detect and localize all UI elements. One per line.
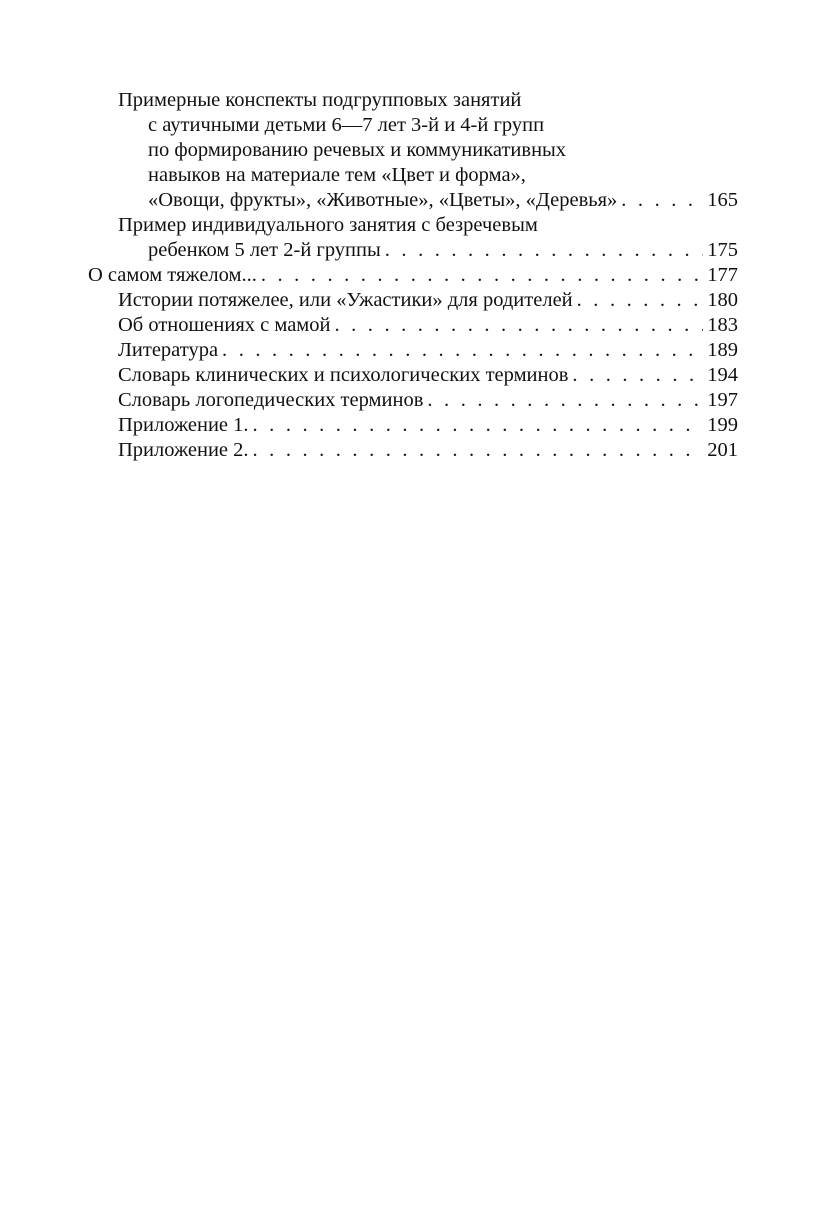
dot-leader	[577, 288, 704, 313]
toc-entry-last-line	[88, 238, 738, 263]
toc-entry[interactable]	[88, 338, 738, 363]
toc-entry-title-line: с аутичными детьми 6—7 лет 3-й и 4-й групп	[148, 114, 545, 136]
toc-entry-last-line	[88, 188, 738, 213]
toc-entry[interactable]	[88, 288, 738, 313]
toc-entry-last-line	[88, 388, 738, 413]
dot-leader	[621, 188, 703, 213]
toc-entry-last-line	[88, 363, 738, 388]
toc-entry-last-line	[88, 338, 738, 363]
toc-entry-last-line	[88, 313, 738, 338]
toc-entry-title-line: Словарь логопедических терминов	[118, 389, 424, 411]
dot-leader	[385, 238, 703, 263]
toc-entry-title-line: О самом тяжелом...	[88, 264, 257, 286]
toc-entry[interactable]	[88, 363, 738, 388]
table-of-contents	[88, 88, 738, 463]
toc-page-number: 180	[707, 289, 738, 311]
dot-leader	[253, 438, 704, 463]
toc-entry-title-line: Приложение 1.	[118, 414, 249, 436]
toc-page-number: 175	[707, 239, 738, 261]
dot-leader	[253, 413, 704, 438]
toc-entry-title-line: ребенком 5 лет 2-й группы	[148, 239, 381, 261]
toc-entry[interactable]	[88, 413, 738, 438]
toc-entry[interactable]	[88, 88, 738, 213]
toc-entry-title-line: Пример индивидуального занятия с безречевым	[118, 214, 538, 236]
toc-page-number: 197	[707, 389, 738, 411]
toc-page-number: 165	[707, 189, 738, 211]
toc-entry[interactable]	[88, 313, 738, 338]
toc-entry[interactable]	[88, 213, 738, 263]
toc-entry-title-line: Литература	[118, 339, 219, 361]
toc-entry[interactable]	[88, 438, 738, 463]
toc-entry[interactable]	[88, 263, 738, 288]
toc-entry-title-line: «Овощи, фрукты», «Животные», «Цветы», «Деревья»	[148, 189, 618, 211]
toc-page-number: 199	[707, 414, 738, 436]
toc-entry[interactable]	[88, 388, 738, 413]
dot-leader	[427, 388, 703, 413]
toc-entry-title-line: Истории потяжелее, или «Ужастики» для родителей	[118, 289, 573, 311]
toc-page-number: 177	[707, 264, 738, 286]
toc-page-number: 201	[707, 439, 738, 461]
toc-entry-title-line: Об отношениях с мамой	[118, 314, 331, 336]
toc-page-number: 189	[707, 339, 738, 361]
dot-leader	[572, 363, 703, 388]
toc-entry-title-line: по формированию речевых и коммуникативных	[148, 139, 567, 161]
toc-entry-last-line	[88, 263, 738, 288]
dot-leader	[335, 313, 704, 338]
dot-leader	[222, 338, 703, 363]
toc-entry-title-line: Приложение 2.	[118, 439, 249, 461]
toc-entry-last-line	[88, 438, 738, 463]
toc-entry-last-line	[88, 288, 738, 313]
toc-entry-title-line: Словарь клинических и психологических терминов	[118, 364, 569, 386]
toc-entry-last-line	[88, 413, 738, 438]
toc-entry-title-line: навыков на материале тем «Цвет и форма»,	[148, 164, 526, 186]
toc-page-number: 183	[707, 314, 738, 336]
toc-page-number: 194	[707, 364, 738, 386]
toc-entry-title-line: Примерные конспекты подгрупповых занятий	[118, 89, 522, 111]
dot-leader	[261, 263, 703, 288]
